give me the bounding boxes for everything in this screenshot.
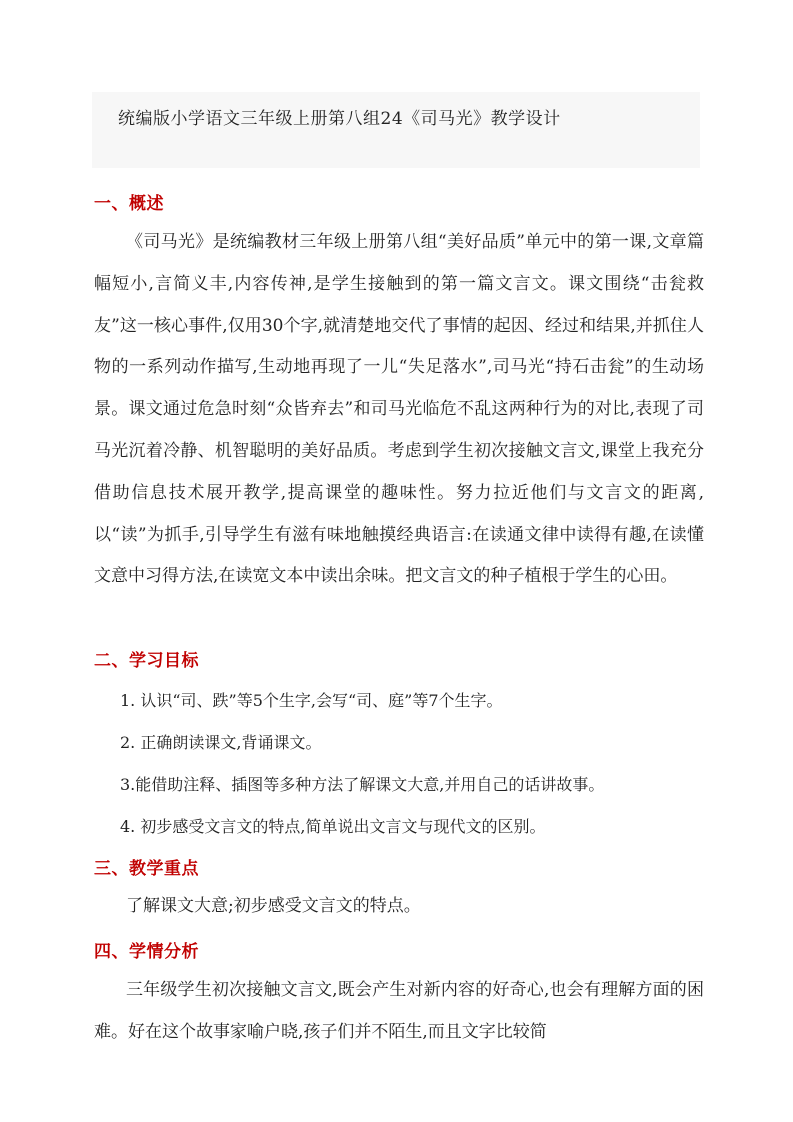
section-heading-key-points: 三、教学重点 bbox=[94, 859, 199, 879]
section-heading-overview: 一、概述 bbox=[94, 194, 164, 214]
section-heading-objectives: 二、学习目标 bbox=[94, 651, 199, 671]
objective-item: 4. 初步感受文言文的特点,简单说出文言文与现代文的区别。 bbox=[120, 817, 546, 836]
objective-item: 1. 认识“司、跌”等5个生字,会写“司、庭”等7个生字。 bbox=[120, 691, 503, 710]
document-title: 统编版小学语文三年级上册第八组24《司马光》教学设计 bbox=[118, 109, 561, 129]
section-body-key-points: 了解课文大意;初步感受文言文的特点。 bbox=[126, 896, 421, 916]
section-body-overview: 《司马光》是统编教材三年级上册第八组“美好品质”单元中的第一课,文章篇幅短小,言简义丰,内容传神,是学生接触到的第一篇文言文。课文围绕“击瓮救友”这一核心事件,仅用30个字,就清楚地交代了事情的起因、经过和结果,并抓住人物的一系列动作描写,生动地再现了一儿“失足落水”,司马光“持石击瓮”的生动场景。课文通过危急时刻“众皆弃去”和司马光临危不乱这两种行为的对比,表现了司马光沉着冷静、机智聪明的美好品质。考虑到学生初次接触文言文,课堂上我充分借助信息技术展开教学,提高课堂的趣味性。努力拉近他们与文言文的距离,以“读”为抓手,引导学生有滋有味地触摸经典语言:在读通文律中读得有趣,在读懂文意中习得方法,在读宽文本中读出余味。把文言文的种子植根于学生的心田。 bbox=[94, 232, 704, 587]
objective-item: 2. 正确朗读课文,背诵课文。 bbox=[120, 733, 322, 752]
section-body-learner-analysis: 三年级学生初次接触文言文,既会产生对新内容的好奇心,也会有理解方面的困难。好在这个故事家喻户晓,孩子们并不陌生,而且文字比较简 bbox=[94, 980, 704, 1042]
objective-item: 3.能借助注释、插图等多种方法了解课文大意,并用自己的话讲故事。 bbox=[120, 775, 605, 794]
section-heading-learner-analysis: 四、学情分析 bbox=[94, 942, 199, 962]
